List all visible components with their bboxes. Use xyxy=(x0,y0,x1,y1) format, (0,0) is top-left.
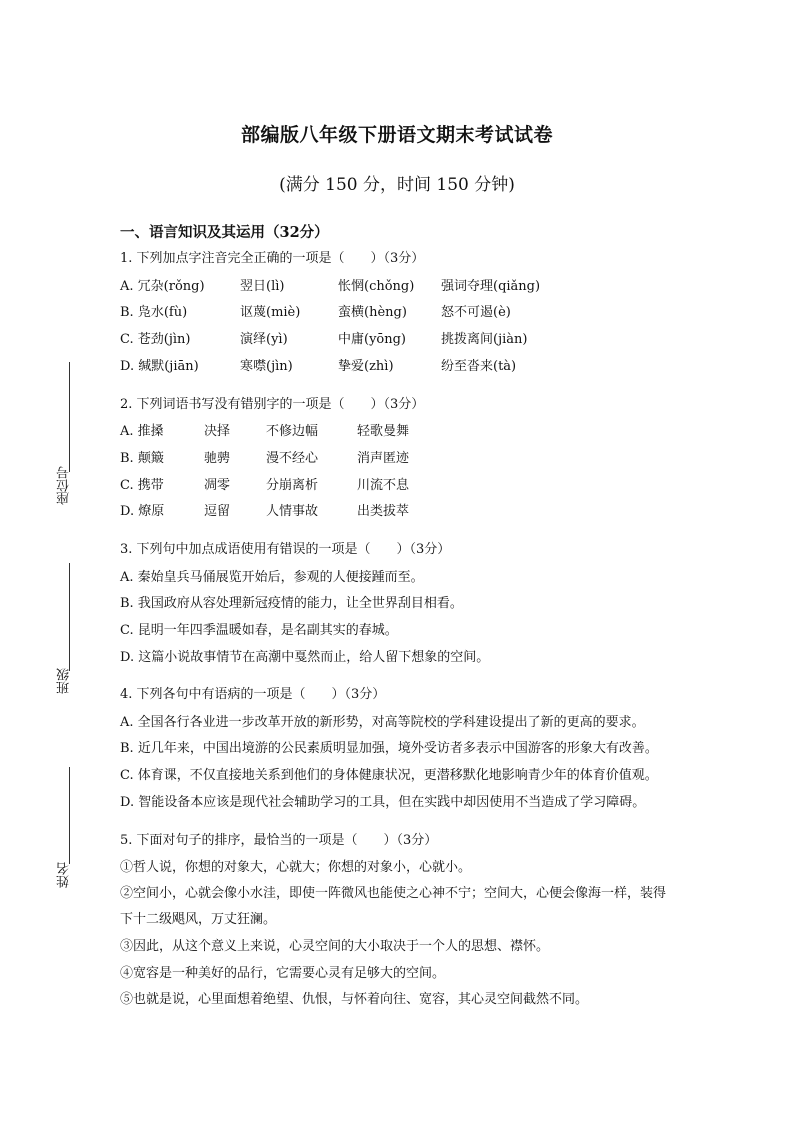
option-word: C. 携带 xyxy=(120,478,164,493)
question-5-sentence-2: ②空间小，心就会像小水洼，即使一阵微风也能使之心神不宁；空间大，心便会像海一样，装得 xyxy=(120,886,667,901)
question-4-option-a: A. 全国各行各业进一步改革开放的新形势，对高等院校的学科建设提出了新的更高的要求。 xyxy=(120,715,645,730)
question-4-stem: 4. 下列各句中有语病的一项是（ ）（3分） xyxy=(120,687,386,702)
option-word: A. 推搡 xyxy=(120,424,164,439)
option-word: 不修边幅 xyxy=(266,424,319,439)
option-word: 中庸(yōng) xyxy=(338,332,407,347)
question-1-stem: 1. 下列加点字注音完全正确的一项是（ ）（3分） xyxy=(120,251,425,266)
option-word: 逗留 xyxy=(204,504,231,519)
option-word: 人情事故 xyxy=(266,504,319,519)
name-label: 姓名 xyxy=(57,862,72,888)
exam-subtitle: (满分 150 分，时间 150 分钟) xyxy=(279,175,515,195)
option-word: 出类拔萃 xyxy=(357,504,410,519)
seat-number-line xyxy=(69,362,70,472)
option-word: 消声匿迹 xyxy=(357,451,410,466)
question-5-stem: 5. 下面对句子的排序，最恰当的一项是（ ）（3分） xyxy=(120,833,438,848)
option-word: 纷至沓来(tà) xyxy=(441,359,517,374)
question-3-option-c: C. 昆明一年四季温暖如春，是名副其实的春城。 xyxy=(120,623,398,638)
option-word: D. 缄默(jiān) xyxy=(120,359,199,374)
option-word: 凋零 xyxy=(204,478,231,493)
question-5-sentence-4: ④宽容是一种美好的品行，它需要心灵有足够大的空间。 xyxy=(120,966,446,981)
option-word: 寒噤(jìn) xyxy=(240,359,293,374)
seat-number-label: 座位号 xyxy=(57,466,72,505)
option-word: 决择 xyxy=(204,424,231,439)
option-word: 演绎(yì) xyxy=(240,332,288,347)
question-3-option-d: D. 这篇小说故事情节在高潮中戛然而止，给人留下想象的空间。 xyxy=(120,650,490,665)
question-5-sentence-1: ①哲人说，你想的对象大，心就大；你想的对象小，心就小。 xyxy=(120,860,472,875)
option-word: 挚爱(zhì) xyxy=(338,359,394,374)
option-word: 讴蔑(miè) xyxy=(240,305,301,320)
option-word: C. 苍劲(jìn) xyxy=(120,332,191,347)
option-word: 蛮横(hèng) xyxy=(338,305,407,320)
question-4-option-d: D. 智能设备本应该是现代社会辅助学习的工具，但在实践中却因使用不当造成了学习障碍。 xyxy=(120,795,646,810)
exam-title: 部编版八年级下册语文期末考试试卷 xyxy=(240,124,553,146)
option-word: 怅惘(chǒng) xyxy=(338,279,415,294)
option-word: D. 燎原 xyxy=(120,504,165,519)
name-line xyxy=(69,767,70,864)
option-word: 强词夺理(qiǎng) xyxy=(441,279,541,294)
question-3-option-a: A. 秦始皇兵马俑展览开始后，参观的人便接踵而至。 xyxy=(120,570,424,585)
option-word: 驰骋 xyxy=(204,451,231,466)
section-heading: 一、语言知识及其运用（32分） xyxy=(120,224,329,241)
question-3-option-b: B. 我国政府从容处理新冠疫情的能力，让全世界刮目相看。 xyxy=(120,596,463,611)
option-word: B. 颠簸 xyxy=(120,451,164,466)
option-word: A. 冗杂(rǒng) xyxy=(120,279,205,294)
option-word: 分崩离析 xyxy=(266,478,319,493)
question-2-stem: 2. 下列词语书写没有错别字的一项是（ ）（3分） xyxy=(120,397,425,412)
question-5-sentence-2-cont: 下十二级飓风，万丈狂澜。 xyxy=(120,912,277,927)
option-word: 川流不息 xyxy=(357,478,410,493)
class-label: 班级 xyxy=(57,668,72,694)
question-3-stem: 3. 下列句中加点成语使用有错误的一项是（ ）（3分） xyxy=(120,542,451,557)
question-4-option-c: C. 体育课，不仅直接地关系到他们的身体健康状况，更潜移默化地影响青少年的体育价值观。 xyxy=(120,768,658,783)
option-word: 翌日(lì) xyxy=(240,279,285,294)
option-word: B. 凫水(fù) xyxy=(120,305,188,320)
option-word: 挑拨离间(jiàn) xyxy=(441,332,528,347)
question-4-option-b: B. 近几年来，中国出境游的公民素质明显加强，境外受访者多表示中国游客的形象大有改善。 xyxy=(120,741,658,756)
option-word: 漫不经心 xyxy=(266,451,319,466)
option-word: 轻歌曼舞 xyxy=(357,424,410,439)
class-line xyxy=(69,563,70,671)
option-word: 怒不可遏(è) xyxy=(441,305,511,320)
question-5-sentence-5: ⑤也就是说，心里面想着绝望、仇恨，与怀着向往、宽容，其心灵空间截然不同。 xyxy=(120,992,589,1007)
question-5-sentence-3: ③因此，从这个意义上来说，心灵空间的大小取决于一个人的思想、襟怀。 xyxy=(120,939,550,954)
